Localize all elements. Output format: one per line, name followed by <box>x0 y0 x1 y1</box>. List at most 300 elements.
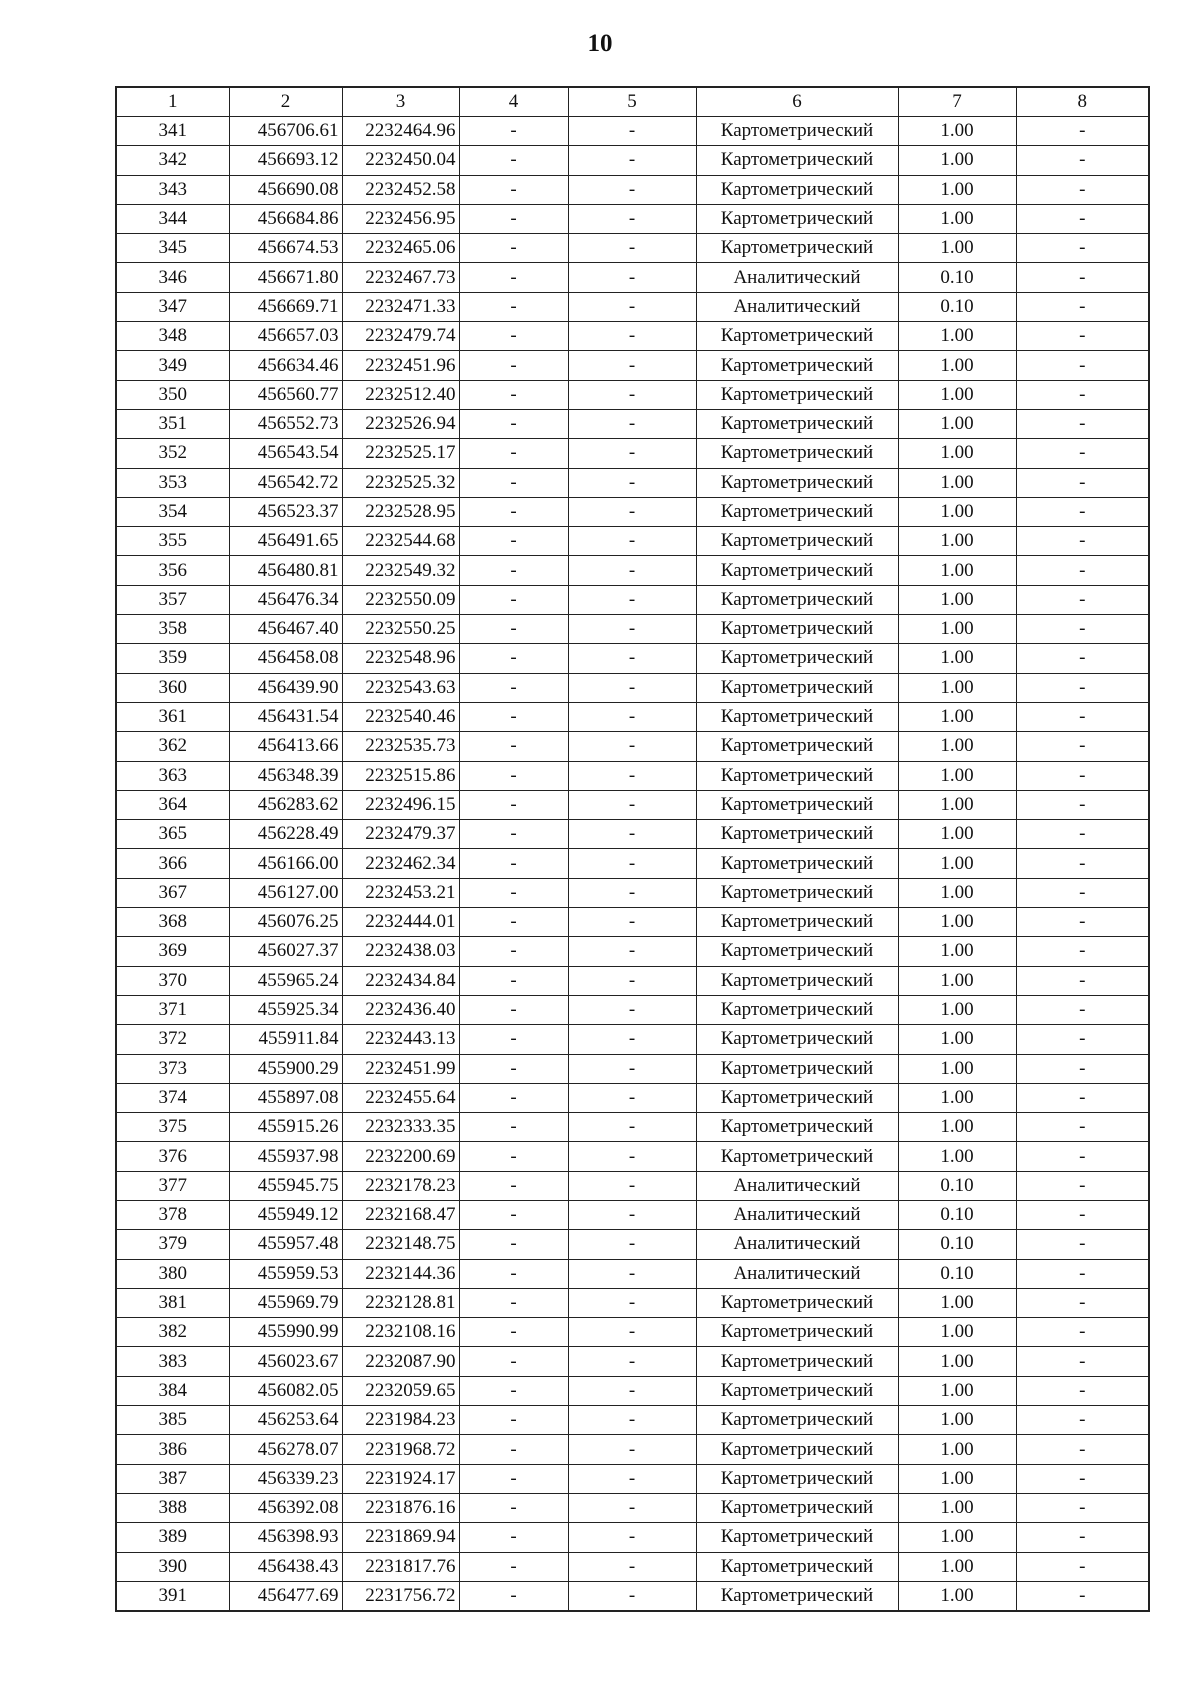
table-row <box>116 263 1149 292</box>
table-row <box>116 1259 1149 1288</box>
col5-cell: - <box>568 263 696 292</box>
x-coordinate-cell: 455957.48 <box>229 1230 342 1259</box>
col4-cell: - <box>459 556 568 585</box>
accuracy-cell: 1.00 <box>898 1113 1016 1142</box>
method-cell: Картометрический <box>696 351 898 380</box>
method-cell: Картометрический <box>696 439 898 468</box>
table-row <box>116 702 1149 731</box>
table-row <box>116 1406 1149 1435</box>
table-row <box>116 1025 1149 1054</box>
x-coordinate-cell: 456706.61 <box>229 117 342 146</box>
point-number-cell: 342 <box>116 146 229 175</box>
accuracy-cell: 1.00 <box>898 351 1016 380</box>
accuracy-cell: 1.00 <box>898 702 1016 731</box>
col5-cell: - <box>568 1347 696 1376</box>
x-coordinate-cell: 456438.43 <box>229 1552 342 1581</box>
x-coordinate-cell: 456671.80 <box>229 263 342 292</box>
accuracy-cell: 0.10 <box>898 1171 1016 1200</box>
y-coordinate-cell: 2232525.17 <box>342 439 459 468</box>
point-number-cell: 359 <box>116 644 229 673</box>
col4-cell: - <box>459 1406 568 1435</box>
table-row <box>116 322 1149 351</box>
method-cell: Картометрический <box>696 322 898 351</box>
method-cell: Картометрический <box>696 527 898 556</box>
x-coordinate-cell: 455990.99 <box>229 1318 342 1347</box>
point-number-cell: 386 <box>116 1435 229 1464</box>
accuracy-cell: 1.00 <box>898 615 1016 644</box>
col4-cell: - <box>459 1581 568 1611</box>
point-number-cell: 373 <box>116 1054 229 1083</box>
col8-cell: - <box>1016 263 1149 292</box>
accuracy-cell: 1.00 <box>898 234 1016 263</box>
col4-cell: - <box>459 146 568 175</box>
method-cell: Картометрический <box>696 204 898 233</box>
col5-cell: - <box>568 234 696 263</box>
y-coordinate-cell: 2232450.04 <box>342 146 459 175</box>
col5-cell: - <box>568 380 696 409</box>
col5-cell: - <box>568 761 696 790</box>
col8-cell: - <box>1016 204 1149 233</box>
method-cell: Картометрический <box>696 1406 898 1435</box>
table-row <box>116 820 1149 849</box>
point-number-cell: 384 <box>116 1376 229 1405</box>
col8-cell: - <box>1016 146 1149 175</box>
col5-cell: - <box>568 966 696 995</box>
col4-cell: - <box>459 322 568 351</box>
table-row <box>116 351 1149 380</box>
table-row <box>116 292 1149 321</box>
col8-cell: - <box>1016 908 1149 937</box>
x-coordinate-cell: 456431.54 <box>229 702 342 731</box>
table-row <box>116 761 1149 790</box>
table-row <box>116 732 1149 761</box>
accuracy-cell: 1.00 <box>898 644 1016 673</box>
y-coordinate-cell: 2232438.03 <box>342 937 459 966</box>
col5-cell: - <box>568 1171 696 1200</box>
y-coordinate-cell: 2232108.16 <box>342 1318 459 1347</box>
point-number-cell: 376 <box>116 1142 229 1171</box>
point-number-cell: 355 <box>116 527 229 556</box>
col4-cell: - <box>459 1493 568 1522</box>
x-coordinate-cell: 455911.84 <box>229 1025 342 1054</box>
col8-cell: - <box>1016 292 1149 321</box>
table-row <box>116 175 1149 204</box>
x-coordinate-cell: 455959.53 <box>229 1259 342 1288</box>
accuracy-cell: 0.10 <box>898 1230 1016 1259</box>
col8-cell: - <box>1016 1464 1149 1493</box>
col8-cell: - <box>1016 351 1149 380</box>
col4-cell: - <box>459 615 568 644</box>
col5-cell: - <box>568 790 696 819</box>
column-header: 4 <box>459 87 568 117</box>
y-coordinate-cell: 2232168.47 <box>342 1200 459 1229</box>
table-row <box>116 204 1149 233</box>
col8-cell: - <box>1016 644 1149 673</box>
col4-cell: - <box>459 790 568 819</box>
accuracy-cell: 1.00 <box>898 790 1016 819</box>
x-coordinate-cell: 455897.08 <box>229 1083 342 1112</box>
method-cell: Картометрический <box>696 497 898 526</box>
x-coordinate-cell: 456413.66 <box>229 732 342 761</box>
method-cell: Картометрический <box>696 146 898 175</box>
col5-cell: - <box>568 937 696 966</box>
col5-cell: - <box>568 204 696 233</box>
accuracy-cell: 1.00 <box>898 966 1016 995</box>
col5-cell: - <box>568 292 696 321</box>
point-number-cell: 356 <box>116 556 229 585</box>
x-coordinate-cell: 456398.93 <box>229 1523 342 1552</box>
table-row <box>116 1054 1149 1083</box>
method-cell: Картометрический <box>696 702 898 731</box>
method-cell: Картометрический <box>696 761 898 790</box>
point-number-cell: 362 <box>116 732 229 761</box>
point-number-cell: 378 <box>116 1200 229 1229</box>
col4-cell: - <box>459 380 568 409</box>
col5-cell: - <box>568 644 696 673</box>
table-row <box>116 937 1149 966</box>
table-row <box>116 1113 1149 1142</box>
table-row <box>116 1230 1149 1259</box>
col5-cell: - <box>568 1493 696 1522</box>
table-row <box>116 790 1149 819</box>
x-coordinate-cell: 455969.79 <box>229 1288 342 1317</box>
x-coordinate-cell: 456477.69 <box>229 1581 342 1611</box>
x-coordinate-cell: 456674.53 <box>229 234 342 263</box>
col8-cell: - <box>1016 1318 1149 1347</box>
accuracy-cell: 1.00 <box>898 1581 1016 1611</box>
point-number-cell: 381 <box>116 1288 229 1317</box>
method-cell: Картометрический <box>696 1083 898 1112</box>
accuracy-cell: 1.00 <box>898 556 1016 585</box>
accuracy-cell: 1.00 <box>898 937 1016 966</box>
accuracy-cell: 0.10 <box>898 1200 1016 1229</box>
method-cell: Картометрический <box>696 820 898 849</box>
col4-cell: - <box>459 644 568 673</box>
point-number-cell: 388 <box>116 1493 229 1522</box>
point-number-cell: 366 <box>116 849 229 878</box>
accuracy-cell: 1.00 <box>898 1288 1016 1317</box>
accuracy-cell: 1.00 <box>898 1025 1016 1054</box>
y-coordinate-cell: 2232515.86 <box>342 761 459 790</box>
method-cell: Аналитический <box>696 1259 898 1288</box>
method-cell: Картометрический <box>696 175 898 204</box>
table-row <box>116 644 1149 673</box>
col8-cell: - <box>1016 995 1149 1024</box>
col8-cell: - <box>1016 761 1149 790</box>
accuracy-cell: 1.00 <box>898 146 1016 175</box>
col8-cell: - <box>1016 556 1149 585</box>
col4-cell: - <box>459 1230 568 1259</box>
col5-cell: - <box>568 1083 696 1112</box>
col4-cell: - <box>459 175 568 204</box>
col5-cell: - <box>568 1376 696 1405</box>
x-coordinate-cell: 456439.90 <box>229 673 342 702</box>
col5-cell: - <box>568 117 696 146</box>
col8-cell: - <box>1016 849 1149 878</box>
x-coordinate-cell: 456166.00 <box>229 849 342 878</box>
method-cell: Картометрический <box>696 908 898 937</box>
accuracy-cell: 1.00 <box>898 673 1016 702</box>
point-number-cell: 372 <box>116 1025 229 1054</box>
col4-cell: - <box>459 1054 568 1083</box>
y-coordinate-cell: 2232451.96 <box>342 351 459 380</box>
point-number-cell: 354 <box>116 497 229 526</box>
col5-cell: - <box>568 1581 696 1611</box>
accuracy-cell: 1.00 <box>898 761 1016 790</box>
table-row <box>116 1318 1149 1347</box>
y-coordinate-cell: 2232148.75 <box>342 1230 459 1259</box>
table-row <box>116 1523 1149 1552</box>
x-coordinate-cell: 456690.08 <box>229 175 342 204</box>
y-coordinate-cell: 2231817.76 <box>342 1552 459 1581</box>
accuracy-cell: 0.10 <box>898 292 1016 321</box>
accuracy-cell: 1.00 <box>898 204 1016 233</box>
col4-cell: - <box>459 673 568 702</box>
col5-cell: - <box>568 439 696 468</box>
col5-cell: - <box>568 732 696 761</box>
method-cell: Аналитический <box>696 263 898 292</box>
x-coordinate-cell: 456669.71 <box>229 292 342 321</box>
y-coordinate-cell: 2232087.90 <box>342 1347 459 1376</box>
method-cell: Картометрический <box>696 615 898 644</box>
point-number-cell: 385 <box>116 1406 229 1435</box>
point-number-cell: 387 <box>116 1464 229 1493</box>
point-number-cell: 382 <box>116 1318 229 1347</box>
table-row <box>116 1376 1149 1405</box>
point-number-cell: 375 <box>116 1113 229 1142</box>
method-cell: Картометрический <box>696 849 898 878</box>
table-row <box>116 497 1149 526</box>
x-coordinate-cell: 456543.54 <box>229 439 342 468</box>
x-coordinate-cell: 456467.40 <box>229 615 342 644</box>
col4-cell: - <box>459 468 568 497</box>
col4-cell: - <box>459 204 568 233</box>
x-coordinate-cell: 456552.73 <box>229 409 342 438</box>
col5-cell: - <box>568 146 696 175</box>
col5-cell: - <box>568 1288 696 1317</box>
table-row <box>116 615 1149 644</box>
method-cell: Картометрический <box>696 644 898 673</box>
x-coordinate-cell: 456491.65 <box>229 527 342 556</box>
y-coordinate-cell: 2232512.40 <box>342 380 459 409</box>
point-number-cell: 367 <box>116 878 229 907</box>
method-cell: Картометрический <box>696 1376 898 1405</box>
point-number-cell: 351 <box>116 409 229 438</box>
point-number-cell: 346 <box>116 263 229 292</box>
point-number-cell: 390 <box>116 1552 229 1581</box>
col4-cell: - <box>459 1435 568 1464</box>
y-coordinate-cell: 2231869.94 <box>342 1523 459 1552</box>
table-row <box>116 849 1149 878</box>
col8-cell: - <box>1016 1288 1149 1317</box>
col4-cell: - <box>459 1113 568 1142</box>
col4-cell: - <box>459 1464 568 1493</box>
x-coordinate-cell: 456076.25 <box>229 908 342 937</box>
x-coordinate-cell: 456657.03 <box>229 322 342 351</box>
table-row <box>116 527 1149 556</box>
method-cell: Картометрический <box>696 1025 898 1054</box>
accuracy-cell: 1.00 <box>898 1552 1016 1581</box>
col8-cell: - <box>1016 234 1149 263</box>
y-coordinate-cell: 2232544.68 <box>342 527 459 556</box>
point-number-cell: 369 <box>116 937 229 966</box>
column-header: 6 <box>696 87 898 117</box>
col8-cell: - <box>1016 497 1149 526</box>
table-header-row <box>116 87 1149 117</box>
accuracy-cell: 1.00 <box>898 1376 1016 1405</box>
table-row <box>116 585 1149 614</box>
col8-cell: - <box>1016 1347 1149 1376</box>
column-header: 2 <box>229 87 342 117</box>
col4-cell: - <box>459 849 568 878</box>
point-number-cell: 345 <box>116 234 229 263</box>
method-cell: Картометрический <box>696 966 898 995</box>
col4-cell: - <box>459 585 568 614</box>
col5-cell: - <box>568 175 696 204</box>
y-coordinate-cell: 2231756.72 <box>342 1581 459 1611</box>
y-coordinate-cell: 2232465.06 <box>342 234 459 263</box>
point-number-cell: 370 <box>116 966 229 995</box>
y-coordinate-cell: 2232540.46 <box>342 702 459 731</box>
x-coordinate-cell: 456458.08 <box>229 644 342 673</box>
accuracy-cell: 1.00 <box>898 1435 1016 1464</box>
col5-cell: - <box>568 995 696 1024</box>
x-coordinate-cell: 456023.67 <box>229 1347 342 1376</box>
col5-cell: - <box>568 878 696 907</box>
method-cell: Картометрический <box>696 556 898 585</box>
col8-cell: - <box>1016 1113 1149 1142</box>
point-number-cell: 347 <box>116 292 229 321</box>
table-row <box>116 439 1149 468</box>
accuracy-cell: 1.00 <box>898 117 1016 146</box>
col8-cell: - <box>1016 1200 1149 1229</box>
y-coordinate-cell: 2232525.32 <box>342 468 459 497</box>
table-row <box>116 117 1149 146</box>
x-coordinate-cell: 456082.05 <box>229 1376 342 1405</box>
y-coordinate-cell: 2232451.99 <box>342 1054 459 1083</box>
accuracy-cell: 1.00 <box>898 585 1016 614</box>
y-coordinate-cell: 2232550.25 <box>342 615 459 644</box>
accuracy-cell: 1.00 <box>898 468 1016 497</box>
col4-cell: - <box>459 409 568 438</box>
point-number-cell: 350 <box>116 380 229 409</box>
method-cell: Аналитический <box>696 1230 898 1259</box>
col4-cell: - <box>459 1552 568 1581</box>
method-cell: Картометрический <box>696 409 898 438</box>
point-number-cell: 379 <box>116 1230 229 1259</box>
y-coordinate-cell: 2232543.63 <box>342 673 459 702</box>
col8-cell: - <box>1016 468 1149 497</box>
y-coordinate-cell: 2232549.32 <box>342 556 459 585</box>
col4-cell: - <box>459 439 568 468</box>
col8-cell: - <box>1016 175 1149 204</box>
method-cell: Картометрический <box>696 468 898 497</box>
accuracy-cell: 1.00 <box>898 849 1016 878</box>
y-coordinate-cell: 2232526.94 <box>342 409 459 438</box>
accuracy-cell: 1.00 <box>898 1523 1016 1552</box>
table-body <box>116 117 1149 1612</box>
col5-cell: - <box>568 908 696 937</box>
y-coordinate-cell: 2232496.15 <box>342 790 459 819</box>
col5-cell: - <box>568 556 696 585</box>
col5-cell: - <box>568 1523 696 1552</box>
table-row <box>116 878 1149 907</box>
accuracy-cell: 1.00 <box>898 995 1016 1024</box>
method-cell: Картометрический <box>696 790 898 819</box>
x-coordinate-cell: 456278.07 <box>229 1435 342 1464</box>
method-cell: Картометрический <box>696 1054 898 1083</box>
accuracy-cell: 1.00 <box>898 439 1016 468</box>
accuracy-cell: 1.00 <box>898 1347 1016 1376</box>
table-row <box>116 234 1149 263</box>
table-row <box>116 1464 1149 1493</box>
col8-cell: - <box>1016 527 1149 556</box>
point-number-cell: 357 <box>116 585 229 614</box>
method-cell: Картометрический <box>696 1493 898 1522</box>
y-coordinate-cell: 2232333.35 <box>342 1113 459 1142</box>
point-number-cell: 343 <box>116 175 229 204</box>
col8-cell: - <box>1016 1581 1149 1611</box>
y-coordinate-cell: 2232200.69 <box>342 1142 459 1171</box>
y-coordinate-cell: 2232464.96 <box>342 117 459 146</box>
col5-cell: - <box>568 1435 696 1464</box>
col5-cell: - <box>568 468 696 497</box>
col4-cell: - <box>459 732 568 761</box>
x-coordinate-cell: 455949.12 <box>229 1200 342 1229</box>
accuracy-cell: 1.00 <box>898 908 1016 937</box>
point-number-cell: 352 <box>116 439 229 468</box>
x-coordinate-cell: 455900.29 <box>229 1054 342 1083</box>
col5-cell: - <box>568 527 696 556</box>
col8-cell: - <box>1016 585 1149 614</box>
col4-cell: - <box>459 234 568 263</box>
y-coordinate-cell: 2232434.84 <box>342 966 459 995</box>
point-number-cell: 374 <box>116 1083 229 1112</box>
col4-cell: - <box>459 292 568 321</box>
table-row <box>116 1142 1149 1171</box>
table-row <box>116 409 1149 438</box>
col8-cell: - <box>1016 673 1149 702</box>
col4-cell: - <box>459 263 568 292</box>
col8-cell: - <box>1016 1171 1149 1200</box>
method-cell: Картометрический <box>696 1347 898 1376</box>
col4-cell: - <box>459 820 568 849</box>
coordinates-table <box>115 86 1150 1612</box>
point-number-cell: 363 <box>116 761 229 790</box>
y-coordinate-cell: 2232467.73 <box>342 263 459 292</box>
x-coordinate-cell: 456542.72 <box>229 468 342 497</box>
method-cell: Аналитический <box>696 1200 898 1229</box>
col4-cell: - <box>459 1083 568 1112</box>
x-coordinate-cell: 455925.34 <box>229 995 342 1024</box>
table-row <box>116 673 1149 702</box>
point-number-cell: 377 <box>116 1171 229 1200</box>
col5-cell: - <box>568 615 696 644</box>
col8-cell: - <box>1016 117 1149 146</box>
accuracy-cell: 1.00 <box>898 322 1016 351</box>
x-coordinate-cell: 455965.24 <box>229 966 342 995</box>
point-number-cell: 365 <box>116 820 229 849</box>
method-cell: Картометрический <box>696 995 898 1024</box>
table-row <box>116 1171 1149 1200</box>
x-coordinate-cell: 456027.37 <box>229 937 342 966</box>
col4-cell: - <box>459 1259 568 1288</box>
y-coordinate-cell: 2232128.81 <box>342 1288 459 1317</box>
accuracy-cell: 0.10 <box>898 263 1016 292</box>
col8-cell: - <box>1016 1142 1149 1171</box>
y-coordinate-cell: 2232535.73 <box>342 732 459 761</box>
accuracy-cell: 1.00 <box>898 497 1016 526</box>
